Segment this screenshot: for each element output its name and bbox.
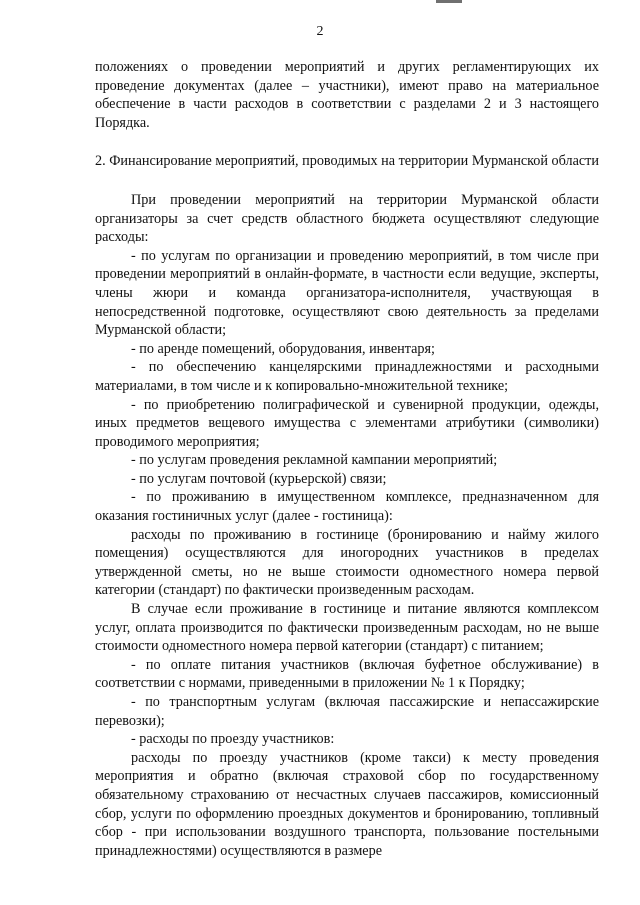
scan-artifact — [436, 0, 462, 3]
paragraph: При проведении мероприятий на территории Мурманской области организаторы за счет средств областного бюджета осуществляют следующие расходы: — [95, 191, 599, 246]
list-item: - по обеспечению канцелярскими принадлежностями и расходными материалами, в том числе и к копировально-множительной технике; — [95, 359, 599, 394]
list-item: - по транспортным услугам (включая пассажирские и непассажирские перевозки); — [95, 694, 599, 729]
list-item: - расходы по проезду участников: — [131, 731, 335, 748]
paragraph: В случае если проживание в гостинице и питание являются комплексом услуг, оплата производится по фактически произведенным расходам, но не выше стоимости одноместного номера первой категории (стандарт) с питанием; — [95, 601, 599, 655]
list-item: - по оплате питания участников (включая буфетное обслуживание) в соответствии с нормами, приведенными в приложении № 1 к Порядку; — [95, 656, 599, 692]
paragraph: положениях о проведении мероприятий и других регламентирующих их проведение документах (далее – участники), имеют право на материальное обеспечение в части расходов в соответствии с разделами 2 и 3 настоящего Порядка. — [95, 59, 599, 131]
list-item: - по услугам проведения рекламной кампании мероприятий; — [131, 452, 498, 469]
paragraph: расходы по проживанию в гостинице (бронированию и найму жилого помещения) осуществляются для иногородних участников в пределах утвержденной сметы, но не выше стоимости одноместного номера первой категории (стандарт) по фактически произведенным расходам. — [95, 526, 599, 599]
page-number: 2 — [316, 24, 324, 39]
list-item: - по услугам почтовой (курьерской) связи; — [131, 470, 387, 487]
list-item: - по аренде помещений, оборудования, инвентаря; — [131, 340, 435, 357]
document-body — [95, 58, 599, 860]
list-item: - по приобретению полиграфической и сувенирной продукции, одежды, иных предметов вещевого имущества с элементами атрибутики (символики) проводимого мероприятия; — [95, 396, 599, 450]
list-item: - по услугам по организации и проведению мероприятий, в том числе при проведении мероприятий в онлайн-формате, в частности если ведущие, эксперты, члены жюри и команда организатора-исполнителя, участвующая в непосредственной подготовке, осуществляют свою деятельность за пределами Мурманской области; — [95, 247, 599, 339]
list-item: - по проживанию в имущественном комплексе, предназначенном для оказания гостиничных услуг (далее - гостиница): — [95, 489, 599, 525]
paragraph: расходы по проезду участников (кроме такси) к месту проведения мероприятия и обратно (включая страховой сбор по государственному обязательному страхованию от несчастных случаев пассажиров, комиссионный сбор, услуги по оформлению проездных документов и бронированию, топливный сбор - при использовании воздушного транспорта, пользование постельными принадлежностями) осуществляются в размере — [95, 749, 599, 859]
section-heading: 2. Финансирование мероприятий, проводимых на территории Мурманской области — [95, 153, 599, 170]
